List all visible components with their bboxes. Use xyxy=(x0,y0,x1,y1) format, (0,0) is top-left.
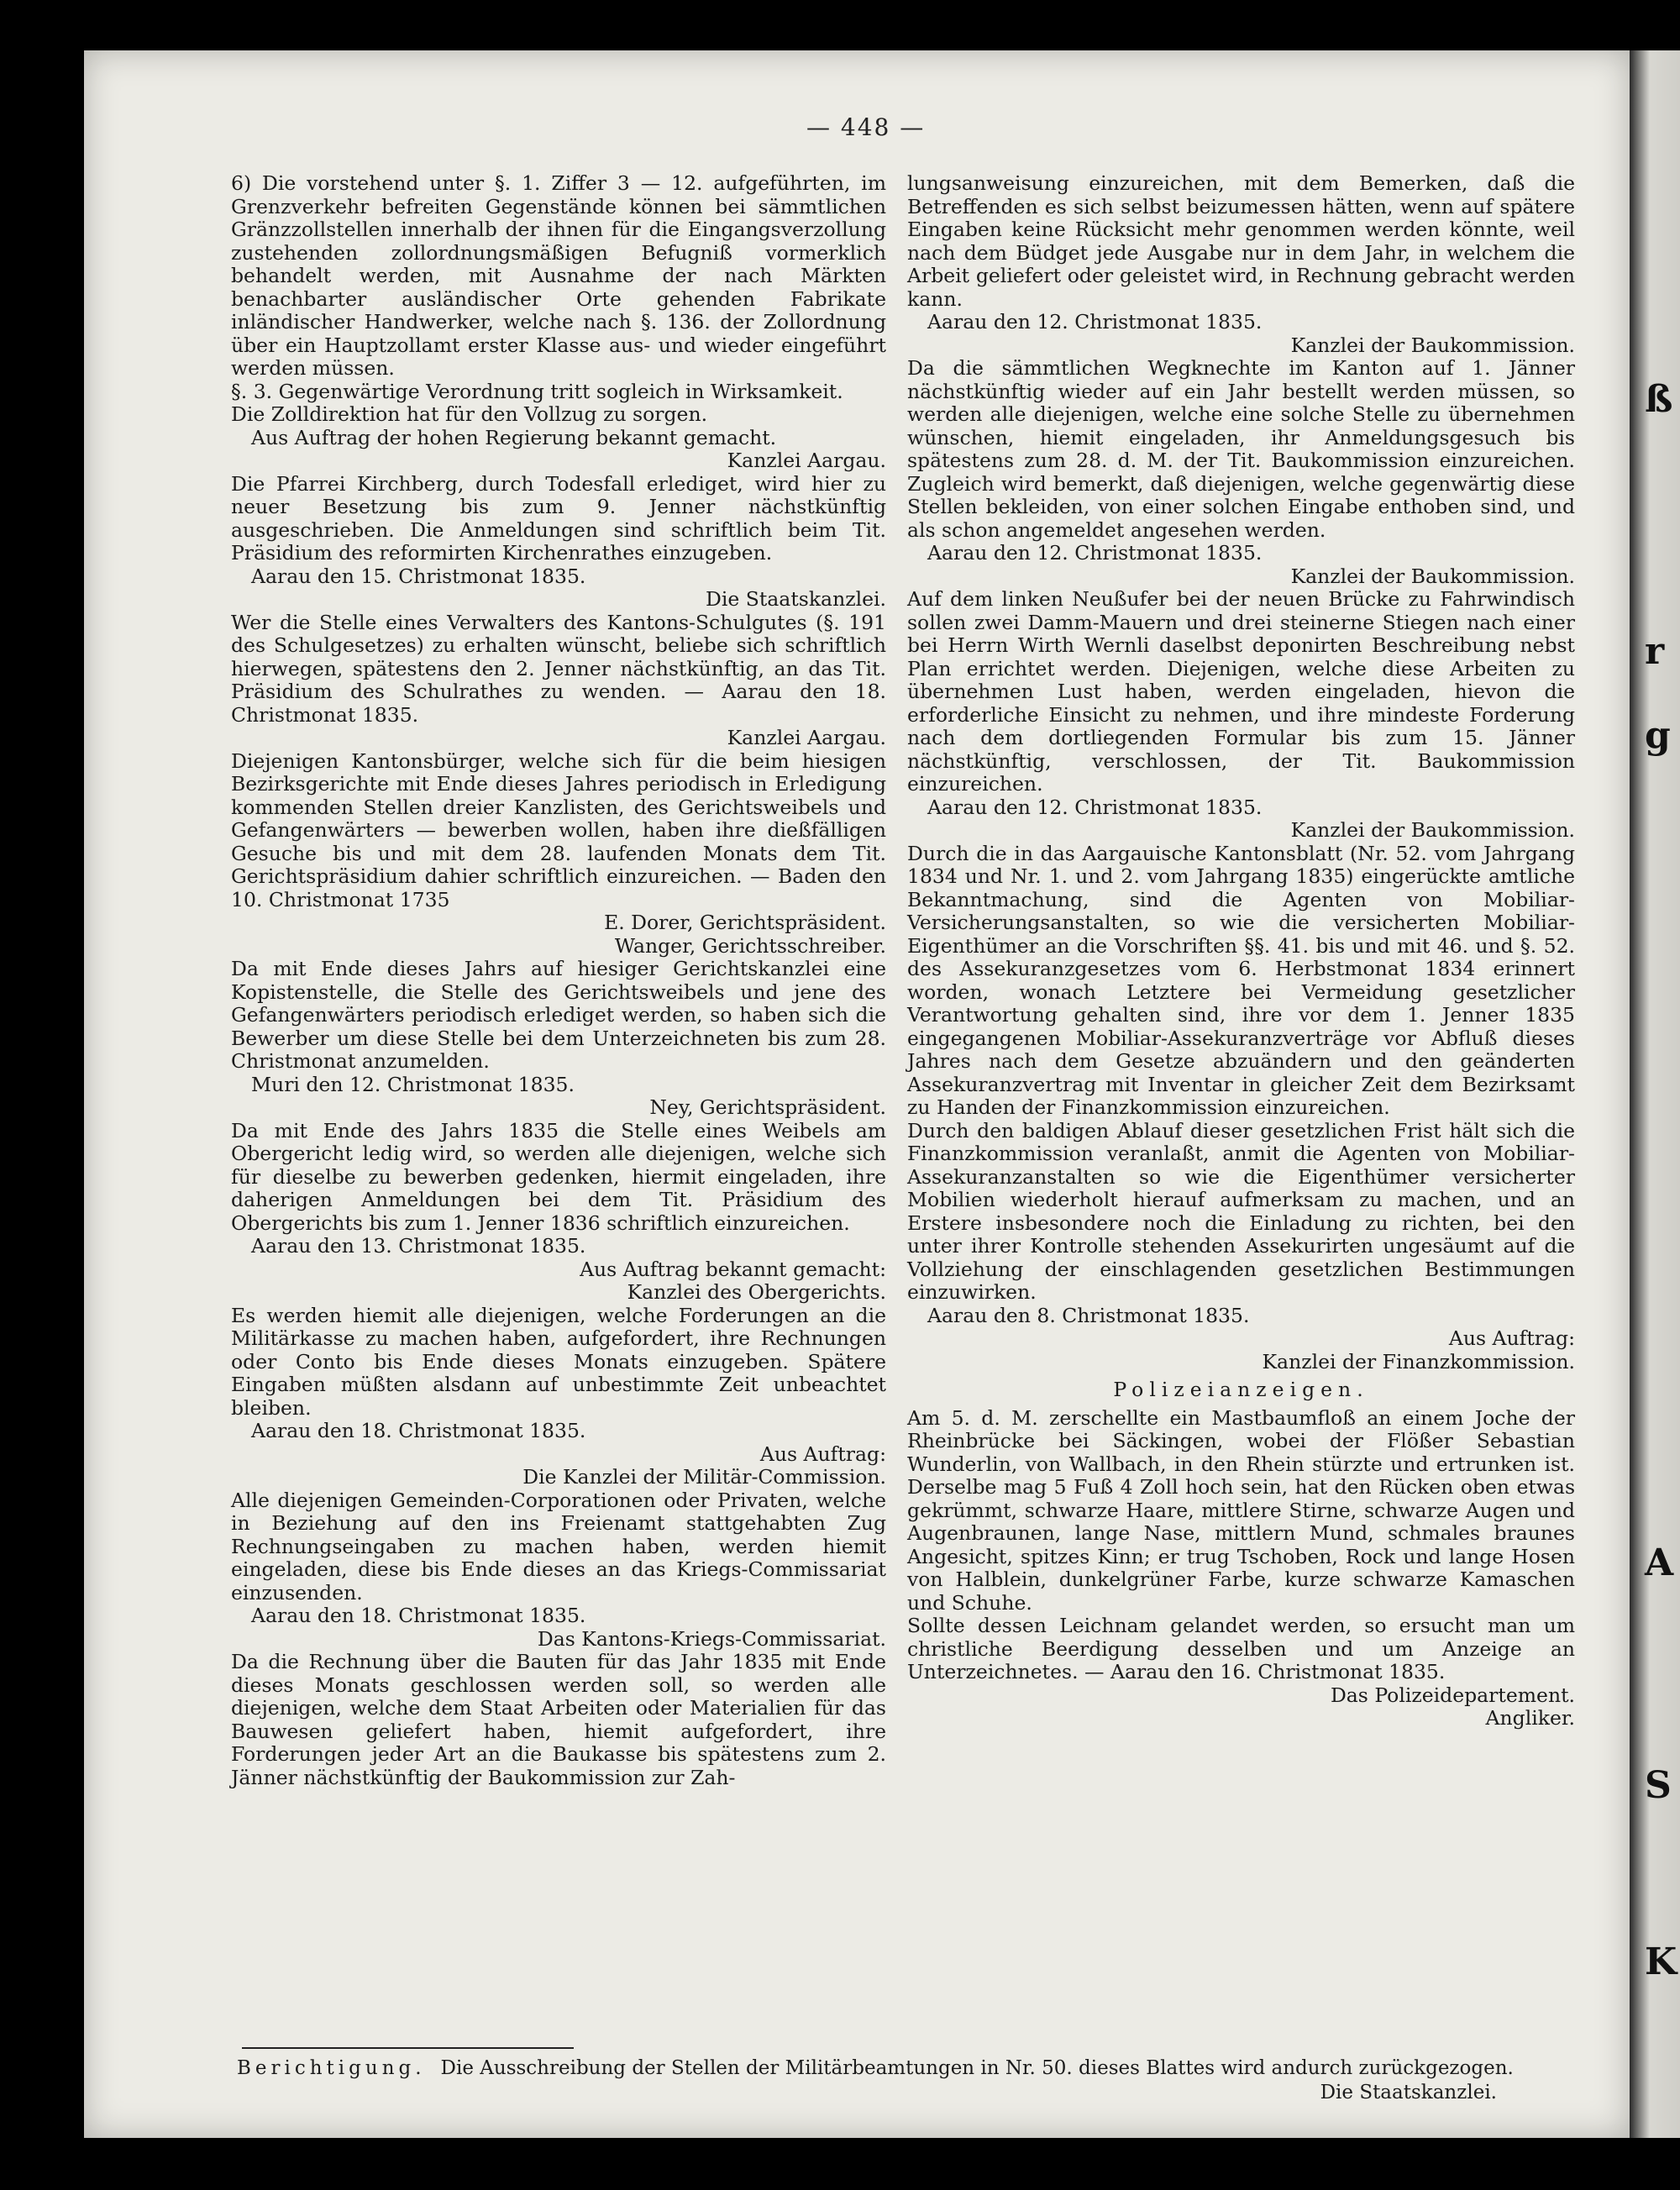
paragraph: Wer die Stelle eines Verwalters des Kantons-Schulgutes (§. 191 des Schulgesetzes) zu erhalten wünscht, beliebe sich schriftlich hierwegen, spätestens den 2. Jenner nächstkünftig, an das Tit. Präsidium des Schulrathes zu wenden. — Aarau den 18. Christmonat 1835. xyxy=(231,610,886,727)
date-line: Aarau den 13. Christmonat 1835. xyxy=(251,1234,586,1258)
footnote xyxy=(237,2056,1581,2105)
paragraph: Da die sämmtlichen Wegknechte im Kanton auf 1. Jänner nächstkünftig wieder auf ein Jahr bestellt werden müssen, so werden alle diejenigen, welche eine solche Stelle zu übernehmen wünschen, hiemit eingeladen, ihr Anmeldungsgesuch bis spätestens zum 28. d. M. der Tit. Baukommission einzureichen. Zugleich wird bemerkt, daß diejenigen, welche gegenwärtig diese Stellen bekleiden, von einer solchen Eingabe enthoben sind, und als schon angemeldet angesehen werden. xyxy=(907,356,1575,542)
right-column xyxy=(907,172,1575,1730)
margin-fragment: A xyxy=(1645,1541,1674,1584)
paragraph: lungsanweisung einzureichen, mit dem Bemerken, daß die Betreffenden es sich selbst beizumessen hätten, wenn auf spätere Eingaben keine Rücksicht mehr genommen werden könnte, weil nach dem Büdget jede Ausgabe nur in dem Jahr, in welchem die Arbeit geliefert oder geleistet wird, in Rechnung gebracht werden kann. xyxy=(907,171,1575,311)
paragraph: 6) Die vorstehend unter §. 1. Ziffer 3 — 12. aufgeführten, im Grenzverkehr befreiten Gegenstände können bei sämmtlichen Gränzzollstellen innerhalb der ihnen für die Eingangsverzollung zustehenden zollordnungsmäßigen Befugniß vormerklich behandelt werden, mit Ausnahme der nach Märkten benachbarter ausländischer Orte gehenden Fabrikate inländischer Handwerker, welche nach §. 136. der Zollordnung über ein Hauptzollamt erster Klasse aus- und wieder eingeführt werden müssen. xyxy=(231,171,886,380)
signature-line: Kanzlei der Baukommission. xyxy=(1290,818,1575,842)
signature-line: Aus Auftrag: xyxy=(1448,1326,1575,1350)
date-line: Aus Auftrag der hohen Regierung bekannt gemacht. xyxy=(251,425,777,449)
margin-fragment: K xyxy=(1645,1941,1677,1983)
date-line: Aarau den 15. Christmonat 1835. xyxy=(251,564,586,588)
paragraph: Die Pfarrei Kirchberg, durch Todesfall erlediget, wird hier zu neuer Besetzung bis zum 9. Jenner nächstkünftig ausgeschrieben. Die Anmeldungen sind schriftlich beim Tit. Präsidium des reformirten Kirchenrathes einzugeben. xyxy=(231,471,886,565)
paragraph: §. 3. Gegenwärtige Verordnung tritt sogleich in Wirksamkeit. xyxy=(231,379,843,403)
footnote-line xyxy=(237,2056,1581,2081)
paragraph: Sollte dessen Leichnam gelandet werden, so ersucht man um christliche Beerdigung desselben und um Anzeige an Unterzeichnetes. — Aarau den 16. Christmonat 1835. xyxy=(907,1614,1575,1683)
paragraph: Auf dem linken Neußufer bei der neuen Brücke zu Fahrwindisch sollen zwei Damm-Mauern und drei steinerne Stiegen nach einer bei Herrn Wirth Wernli daselbst deponirten Beschreibung nebst Plan errichtet werden. Diejenigen, welche diese Arbeiten zu übernehmen Lust haben, werden eingeladen, hievon die erforderliche Einsicht zu nehmen, und ihre mindeste Forderung nach dem dortliegenden Formular bis zum 15. Jänner nächstkünftig, verschlossen, der Tit. Baukommission einzureichen. xyxy=(907,587,1575,796)
signature-line: Wanger, Gerichtsschreiber. xyxy=(614,933,886,958)
signature-line: E. Dorer, Gerichtspräsident. xyxy=(604,911,886,934)
date-line: Aarau den 18. Christmonat 1835. xyxy=(251,1604,586,1627)
margin-fragment: r xyxy=(1645,630,1665,673)
footnote-signature: Die Staatskanzlei. xyxy=(1320,2082,1497,2103)
signature-line: Das Polizeidepartement. xyxy=(1330,1683,1575,1707)
paragraph: Durch die in das Aargauische Kantonsblatt (Nr. 52. vom Jahrgang 1834 und Nr. 1. und 2. vom Jahrgang 1835) eingerückte amtliche Bekanntmachung, sind die Agenten von Mobiliar-Versicherungsanstalten, so wie die versicherten Mobiliar-Eigenthümer an die Vorschriften §§. 41. bis und mit 46. und §. 52. des Assekuranzgesetzes vom 6. Herbstmonat 1834 erinnert worden, wonach Letztere bei Vermeidung gesetzlicher Verantwortung gehalten sind, ihre vor dem 1. Jenner 1835 eingegangenen Mobiliar-Assekuranzverträge vor Abfluß dieses Jahres nach dem Gesetze abzuändern und den geänderten Assekuranzvertrag mit Inventar in gleicher Zeit dem Bezirksamt zu Handen der Finanzkommission einzureichen. xyxy=(907,841,1575,1119)
paragraph: Es werden hiemit alle diejenigen, welche Forderungen an die Militärkasse zu machen haben, aufgefordert, ihre Rechnungen oder Conto bis Ende dieses Monats einzugeben. Spätere Eingaben müßten alsdann auf unbestimmte Zeit unbeachtet bleiben. xyxy=(231,1303,886,1420)
page-number: — 448 — xyxy=(806,113,926,141)
footnote-label: Berichtigung. xyxy=(237,2057,426,2079)
signature-line: Aus Auftrag: xyxy=(759,1442,886,1466)
date-line: Aarau den 12. Christmonat 1835. xyxy=(927,541,1263,565)
signature-line: Kanzlei Aargau. xyxy=(727,726,886,749)
footnote-text: Die Ausschreibung der Stellen der Militärbeamtungen in Nr. 50. dieses Blattes wird andurch zurückgezogen. xyxy=(440,2057,1514,2079)
date-line: Muri den 12. Christmonat 1835. xyxy=(251,1072,575,1096)
adjacent-page-edge xyxy=(1630,50,1680,2138)
signature-line: Aus Auftrag bekannt gemacht: xyxy=(580,1257,886,1281)
date-line: Aarau den 8. Christmonat 1835. xyxy=(927,1303,1250,1327)
footnote-rule xyxy=(242,2047,574,2049)
date-line: Aarau den 18. Christmonat 1835. xyxy=(251,1419,586,1442)
signature-line: Kanzlei der Baukommission. xyxy=(1290,333,1575,357)
paragraph: Am 5. d. M. zerschellte ein Mastbaumfloß an einem Joche der Rheinbrücke bei Säckingen, wobei der Flößer Sebastian Wunderlin, von Wallbach, in den Rhein stürzte und ertrunken ist. Derselbe mag 5 Fuß 4 Zoll hoch sein, hat den Rücken oben etwas gekrümmt, schwarze Haare, mittlere Stirne, schwarze Augen und Augenbraunen, lange Nase, mittlern Mund, schmales braunes Angesicht, spitzes Kinn; er trug Tschoben, Rock und lange Hosen von Halblein, dunkelgrüner Farbe, kurze schwarze Kamaschen und Schuhe. xyxy=(907,1405,1575,1615)
signature-line: Angliker. xyxy=(1485,1706,1575,1730)
margin-fragment: S xyxy=(1645,1764,1672,1807)
signature-line: Kanzlei der Baukommission. xyxy=(1290,564,1575,588)
date-line: Aarau den 12. Christmonat 1835. xyxy=(927,310,1263,333)
signature-line: Das Kantons-Kriegs-Commissariat. xyxy=(537,1626,886,1651)
section-heading: Polizeianzeigen. xyxy=(1113,1378,1369,1401)
paragraph: Da mit Ende dieses Jahrs auf hiesiger Gerichtskanzlei eine Kopistenstelle, die Stelle des Gerichtsweibels und jene des Gefangenwärters periodisch erlediget werden, so haben sich die Bewerber um diese Stelle bei dem Unterzeichneten bis zum 28. Christmonat anzumelden. xyxy=(231,957,886,1073)
paragraph: Durch den baldigen Ablauf dieser gesetzlichen Frist hält sich die Finanzkommission veranlaßt, anmit die Agenten von Mobiliar-Assekuranzanstalten so wie die Eigenthümer versicherter Mobilien wiederholt hierauf aufmerksam zu machen, und an Erstere insbesondere noch die Einladung zu richten, bei den unter ihrer Kontrolle stehenden Assekurirten ungesäumt auf die Vollziehung der einschlagenden gesetzlichen Bestimmungen einzuwirken. xyxy=(907,1118,1575,1304)
margin-fragment: ß xyxy=(1645,378,1673,421)
paragraph: Da die Rechnung über die Bauten für das Jahr 1835 mit Ende dieses Monats geschlossen werden soll, so werden alle diejenigen, welche dem Staat Arbeiten oder Materialien für das Bauwesen geliefert haben, hiemit aufgefordert, ihre Forderungen jeder Art an die Baukasse bis spätestens zum 2. Jänner nächstkünftig der Baukommission zur Zah- xyxy=(231,1650,886,1789)
paragraph: Da mit Ende des Jahrs 1835 die Stelle eines Weibels am Obergericht ledig wird, so werden alle diejenigen, welche sich für dieselbe zu bewerben gedenken, hiermit eingeladen, ihre daherigen Anmeldungen bei dem Tit. Präsidium des Obergerichts bis zum 1. Jenner 1836 schriftlich einzureichen. xyxy=(231,1118,886,1235)
signature-line: Kanzlei des Obergerichts. xyxy=(627,1280,886,1304)
date-line: Aarau den 12. Christmonat 1835. xyxy=(927,795,1263,819)
paragraph: Alle diejenigen Gemeinden-Corporationen oder Privaten, welche in Beziehung auf den ins Freienamt stattgehabten Zug Rechnungseingaben zu machen haben, werden hiemit eingeladen, diese bis Ende dieses an das Kriegs-Commissariat einzusenden. xyxy=(231,1488,886,1604)
paragraph: Die Zolldirektion hat für den Vollzug zu sorgen. xyxy=(231,402,708,426)
signature-line: Ney, Gerichtspräsident. xyxy=(649,1095,886,1119)
signature-line: Kanzlei Aargau. xyxy=(727,449,886,472)
signature-line: Kanzlei der Finanzkommission. xyxy=(1262,1349,1575,1373)
signature-line: Die Kanzlei der Militär-Commission. xyxy=(522,1465,886,1489)
margin-fragment: g xyxy=(1645,714,1671,757)
paragraph: Diejenigen Kantonsbürger, welche sich für die beim hiesigen Bezirksgerichte mit Ende dieses Jahres periodisch in Erledigung kommenden Stellen dreier Kanzlisten, des Gerichtsweibels und Gefangenwärters — bewerben wollen, haben ihre dießfälligen Gesuche bis und mit dem 28. laufenden Monats dem Tit. Gerichtspräsidium dahier schriftlich einzureichen. — Baden den 10. Christmonat 1735 xyxy=(231,748,886,911)
signature-line: Die Staatskanzlei. xyxy=(706,587,886,611)
left-column xyxy=(231,172,886,1789)
